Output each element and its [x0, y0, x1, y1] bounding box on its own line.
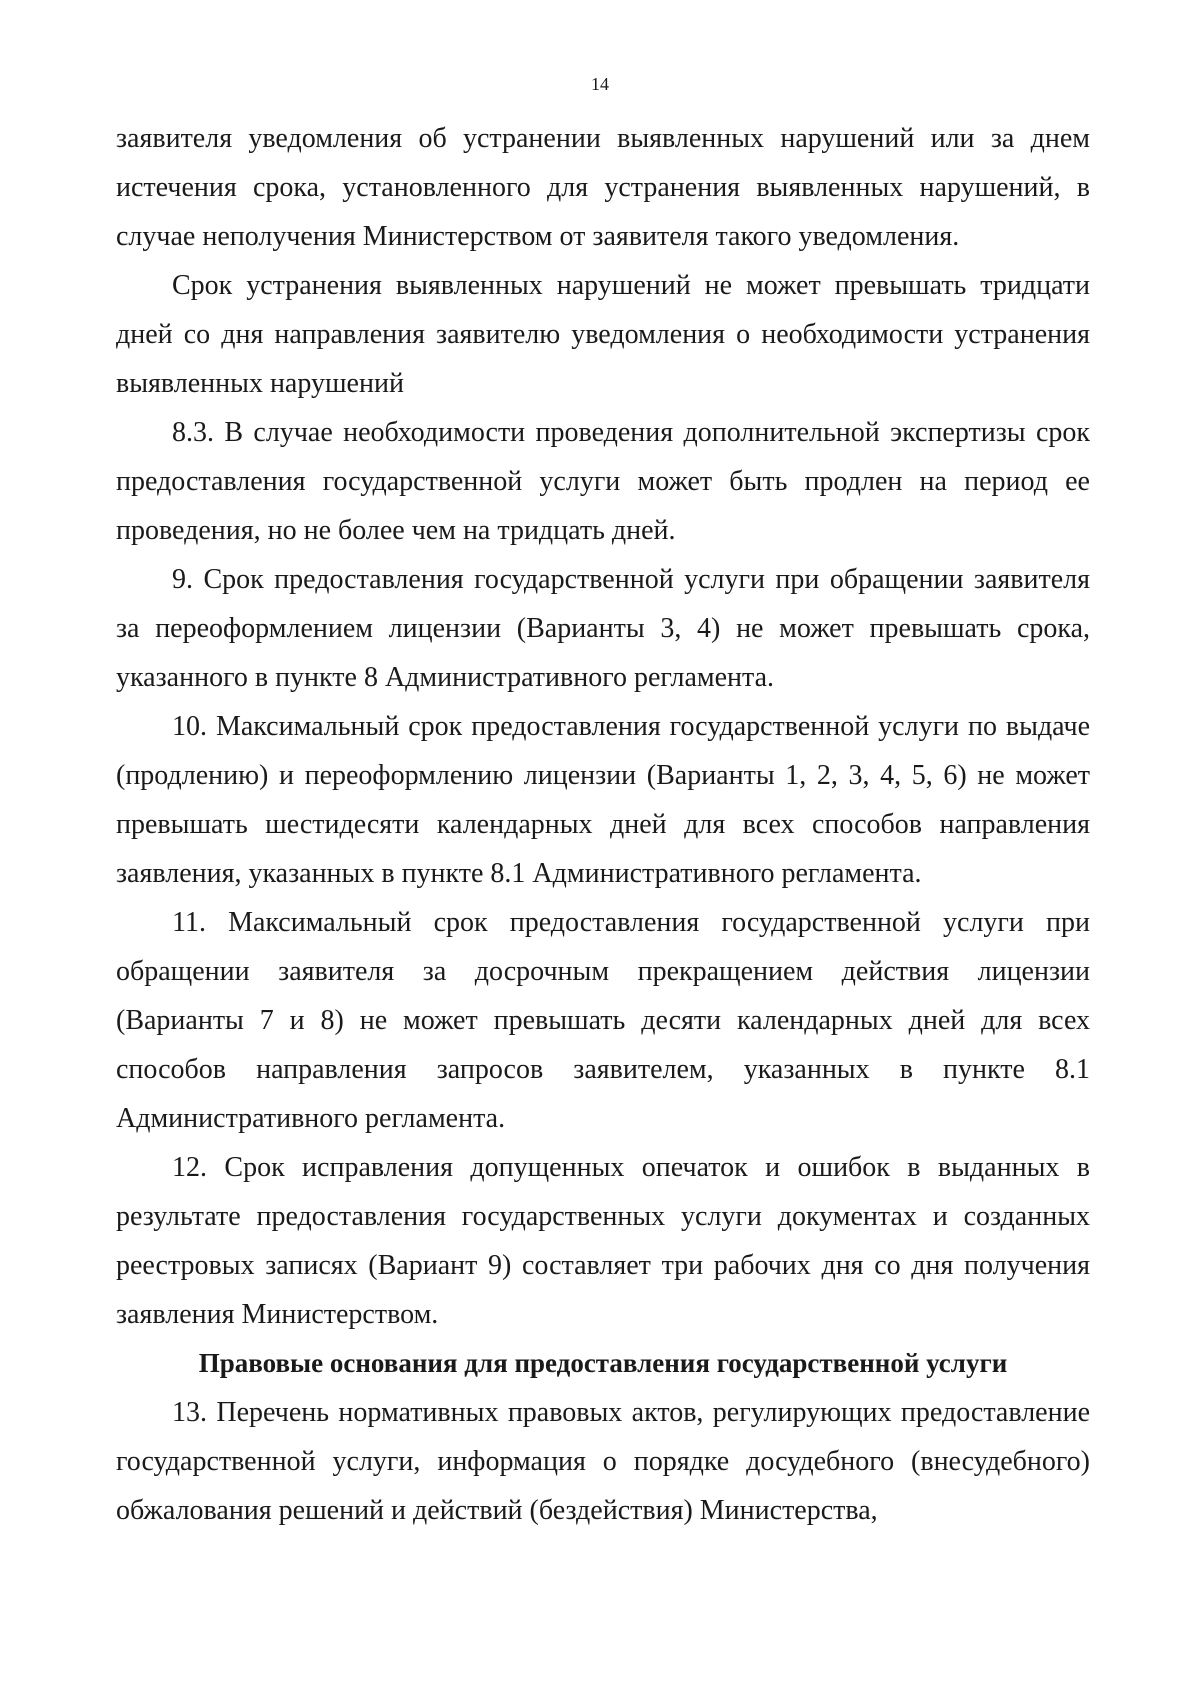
paragraph-11: 11. Максимальный срок предоставления государственной услуги при обращении заявителя за досрочным прекращением действия лицензии (Варианты 7 и 8) не может превышать десяти календарных дней для всех способов направления запросов заявителем, указанных в пункте 8.1 Административного регламента. — [116, 907, 1090, 1134]
document-body — [116, 114, 1090, 1535]
page-number: 14 — [591, 74, 609, 94]
paragraph-13: 13. Перечень нормативных правовых актов, регулирующих предоставление государственной услуги, информация о порядке досудебного (внесудебного) обжалования решений и действий (бездействия) Министерства, — [116, 1397, 1090, 1526]
paragraph-12: 12. Срок исправления допущенных опечаток и ошибок в выданных в результате предоставления государственных услуги документах и созданных реестровых записях (Вариант 9) составляет три рабочих дня со дня получения заявления Министерством. — [116, 1152, 1090, 1330]
paragraph-10: 10. Максимальный срок предоставления государственной услуги по выдаче (продлению) и переоформлению лицензии (Варианты 1, 2, 3, 4, 5, 6) не может превышать шестидесяти календарных дней для всех способов направления заявления, указанных в пункте 8.1 Административного регламента. — [116, 711, 1090, 889]
paragraph-elimination-term: Срок устранения выявленных нарушений не может превышать тридцати дней со дня направления заявителю уведомления о необходимости устранения выявленных нарушений — [116, 270, 1090, 399]
paragraph-9: 9. Срок предоставления государственной услуги при обращении заявителя за переоформлением лицензии (Варианты 3, 4) не может превышать срока, указанного в пункте 8 Административного регламента. — [116, 564, 1090, 693]
paragraph-8-3: 8.3. В случае необходимости проведения дополнительной экспертизы срок предоставления государственной услуги может быть продлен на период ее проведения, но не более чем на тридцать дней. — [116, 417, 1090, 546]
section-heading-legal-basis: Правовые основания для предоставления государственной услуги — [198, 1348, 1008, 1378]
paragraph-continued: заявителя уведомления об устранении выявленных нарушений или за днем истечения срока, установленного для устранения выявленных нарушений, в случае неполучения Министерством от заявителя такого уведомления. — [116, 123, 1090, 252]
